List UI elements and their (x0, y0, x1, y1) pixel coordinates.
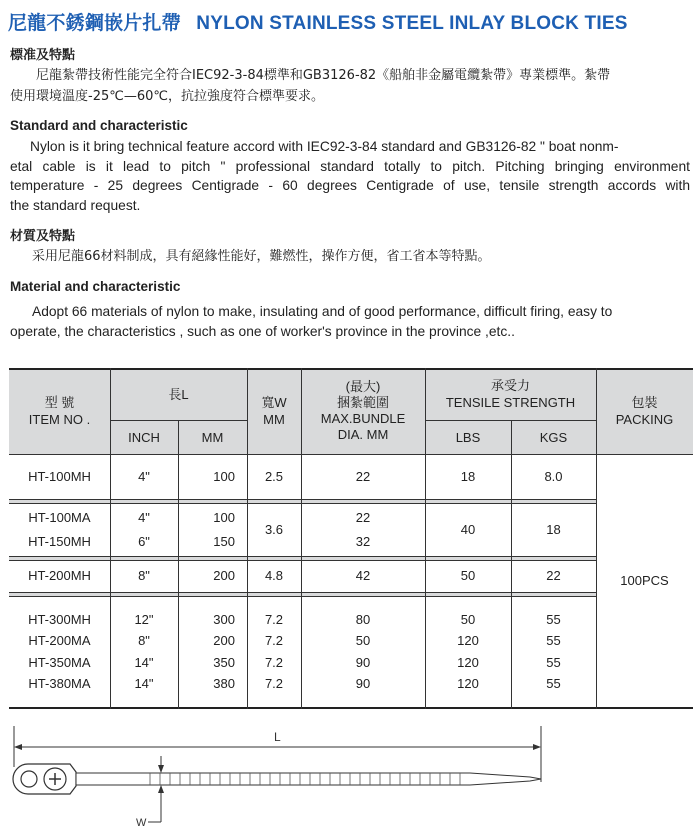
bundle-dia: 32 (355, 533, 371, 549)
text-line: Adopt 66 materials of nylon to make, insulating and of good performance, difficult firing, easy to (32, 304, 613, 319)
group-1-bundle (301, 454, 425, 499)
text-line: 尼龍紮帶技術性能完全符合IEC92-3-84標準和GB3126-82《船舶非金屬電纜紮帶》專業標準。紮帶 (36, 68, 611, 83)
tensile-lbs: 50 (460, 568, 476, 583)
group-2-bundle (301, 503, 425, 556)
length-inch: 14" (134, 654, 154, 670)
item-no: HT-350MA (28, 654, 91, 670)
tensile-lbs: 40 (460, 521, 476, 537)
width-arrow-bottom (158, 785, 164, 793)
text-line: 使用環境溫度-25℃—60℃，抗拉強度符合標準要求。 (10, 89, 324, 104)
width-label: W (136, 817, 147, 829)
length-mm: 150 (213, 533, 235, 549)
width-mm: 7.2 (264, 633, 284, 648)
group-4-kgs (511, 596, 596, 707)
tensile-lbs: 50 (460, 611, 476, 627)
width-mm: 3.6 (264, 521, 284, 537)
width-mm: 7.2 (264, 654, 284, 670)
item-no: HT-380MA (28, 676, 91, 691)
item-no: HT-150MH (28, 533, 91, 549)
text-line: etal cable is it lead to pitch " professional standard totally to pitch. Pitching bringing environment (10, 158, 690, 174)
header-item-en: ITEM NO . (28, 412, 91, 427)
group-3-items (9, 560, 110, 592)
material-heading-zh: 材質及特點 (10, 229, 76, 244)
length-arrow-right (533, 744, 541, 750)
header-packing-zh: 包裝 (631, 395, 658, 410)
standard-paragraph-en (10, 137, 690, 215)
tensile-lbs: 120 (457, 633, 479, 648)
group-2-width (247, 503, 301, 556)
tensile-lbs: 18 (460, 468, 476, 484)
group-4-lbs (425, 596, 511, 707)
group-1-width (247, 454, 301, 499)
header-inch: INCH (128, 429, 160, 445)
row-rule (9, 592, 597, 593)
group-4-inch (110, 596, 178, 707)
item-no: HT-100MH (28, 468, 91, 484)
group-4-bundle (301, 596, 425, 707)
item-no: HT-200MH (28, 568, 91, 583)
width-mm: 2.5 (264, 468, 284, 484)
header-length: 長L (168, 386, 189, 402)
text-line: operate, the characteristics , such as one of worker's province in the province ,etc.. (10, 323, 515, 339)
group-2-inch (110, 503, 178, 556)
length-mm: 380 (213, 676, 235, 691)
group-4-width (247, 596, 301, 707)
bundle-dia: 22 (355, 468, 371, 484)
page-title (8, 8, 628, 34)
length-mm: 100 (213, 509, 235, 525)
standard-paragraph-zh (10, 65, 690, 107)
bundle-dia: 42 (355, 568, 371, 583)
bundle-dia: 90 (355, 676, 371, 691)
header-bundle-unit: DIA. MM (337, 427, 389, 442)
group-1-items (9, 454, 110, 499)
header-bundle (301, 368, 425, 454)
length-arrow-left (14, 744, 22, 750)
item-no: HT-200MA (28, 633, 91, 648)
header-mm: MM (201, 429, 224, 445)
group-4-items (9, 596, 110, 707)
tensile-kgs: 55 (546, 611, 561, 627)
bundle-dia: 80 (355, 611, 371, 627)
title-chinese: 尼龍不銹鋼嵌片扎帶 (8, 13, 181, 34)
text-line: the standard request. (10, 197, 141, 213)
text-line: Nylon is it bring technical feature accord with IEC92-3-84 standard and GB3126-82 " boat nonm- (30, 139, 619, 154)
group-4-mm (178, 596, 247, 707)
width-mm: 7.2 (264, 611, 284, 627)
tie-head-hole (21, 771, 37, 787)
packing-value: 100PCS (620, 573, 669, 588)
bundle-dia: 50 (355, 633, 371, 648)
material-paragraph-en (10, 302, 690, 341)
width-mm: 7.2 (264, 676, 284, 691)
material-heading-en: Material and characteristic (10, 279, 181, 294)
length-inch: 6" (138, 533, 150, 549)
header-packing-en: PACKING (615, 412, 674, 427)
header-packing (596, 368, 693, 454)
group-1-mm (178, 454, 247, 499)
header-bundle-en: MAX.BUNDLE (320, 411, 406, 426)
group-3-bundle (301, 560, 425, 592)
item-no: HT-100MA (28, 509, 91, 525)
length-mm: 200 (213, 633, 235, 648)
header-width (247, 368, 301, 454)
standard-heading-en: Standard and characteristic (10, 118, 188, 133)
row-rule (9, 556, 597, 557)
length-label: L (274, 730, 281, 744)
header-tensile-zh: 承受力 (490, 378, 530, 393)
group-3-mm (178, 560, 247, 592)
header-item-zh: 型 號 (44, 395, 75, 410)
group-3-width (247, 560, 301, 592)
group-3-lbs (425, 560, 511, 592)
length-inch: 4" (138, 468, 150, 484)
group-1-lbs (425, 454, 511, 499)
length-mm: 350 (213, 654, 235, 670)
text-line: 采用尼龍66材料制成，具有絕緣性能好，難燃性，操作方便，省工省本等特點。 (32, 249, 491, 264)
header-tensile-en: TENSILE STRENGTH (445, 395, 576, 410)
tensile-kgs: 8.0 (544, 468, 563, 484)
group-2-mm (178, 503, 247, 556)
tensile-kgs: 22 (546, 568, 561, 583)
group-1-inch (110, 454, 178, 499)
group-2-items (9, 503, 110, 556)
group-1-kgs (511, 454, 596, 499)
length-mm: 300 (213, 611, 235, 627)
tensile-kgs: 55 (546, 633, 561, 648)
tie-strap (76, 773, 541, 785)
header-item-no (9, 368, 110, 454)
tensile-kgs: 55 (546, 676, 561, 691)
group-3-inch (110, 560, 178, 592)
group-3-kgs (511, 560, 596, 592)
spec-table (9, 368, 693, 709)
group-2-kgs (511, 503, 596, 556)
bundle-dia: 90 (355, 654, 371, 670)
length-inch: 14" (134, 676, 154, 691)
material-paragraph-zh (10, 246, 690, 267)
width-arrow-top (158, 765, 164, 773)
header-width-zh: 寬W (261, 395, 287, 410)
length-inch: 12" (134, 611, 154, 627)
title-english: NYLON STAINLESS STEEL INLAY BLOCK TIES (196, 13, 628, 34)
width-mm: 4.8 (264, 568, 284, 583)
length-inch: 4" (138, 509, 150, 525)
header-lbs: LBS (455, 429, 481, 445)
tensile-kgs: 55 (546, 654, 561, 670)
length-inch: 8" (138, 633, 150, 648)
bundle-dia: 22 (355, 509, 371, 525)
header-width-mm: MM (263, 412, 285, 427)
row-rule (9, 499, 597, 500)
length-inch: 8" (138, 568, 150, 583)
length-mm: 100 (213, 468, 235, 484)
cable-tie-diagram (0, 722, 700, 839)
header-bundle-max: (最大) (345, 379, 381, 394)
header-kgs: KGS (539, 429, 568, 445)
table-bottom-rule (9, 707, 693, 709)
group-2-lbs (425, 503, 511, 556)
item-no: HT-300MH (28, 611, 91, 627)
text-line: temperature - 25 degrees Centigrade - 60 degrees Centigrade of use, tensile strength accords with (10, 178, 690, 193)
standard-heading-zh: 標准及特點 (10, 48, 76, 63)
header-tensile (425, 368, 596, 420)
tensile-lbs: 120 (457, 654, 479, 670)
length-mm: 200 (213, 568, 235, 583)
tensile-lbs: 120 (457, 676, 479, 691)
tensile-kgs: 18 (546, 521, 561, 537)
header-bundle-zh: 捆紮範圍 (336, 395, 389, 410)
